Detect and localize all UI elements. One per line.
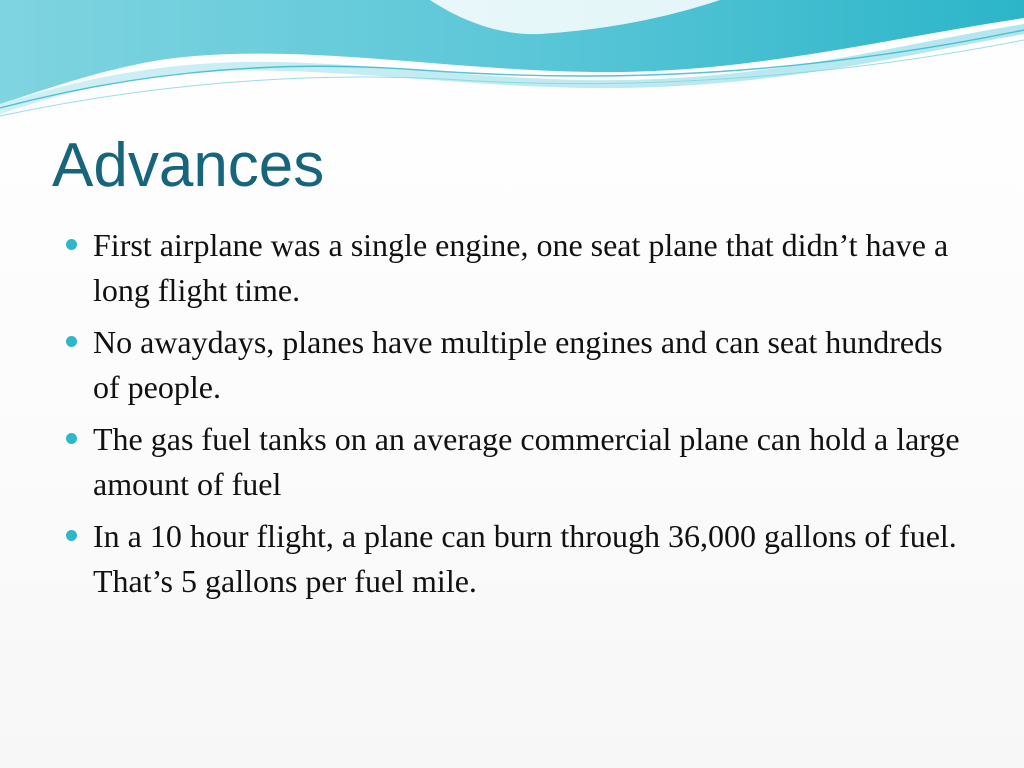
bullet-dot-icon: [66, 433, 77, 444]
bullet-dot-icon: [66, 530, 77, 541]
bullet-item: [64, 514, 964, 604]
bullet-text: No awaydays, planes have multiple engines and can seat hundreds of people.: [93, 324, 943, 405]
bullet-text: In a 10 hour flight, a plane can burn through 36,000 gallons of fuel. That’s 5 gallons per fuel mile.: [93, 518, 957, 599]
bullet-item: [64, 320, 964, 410]
bullet-text: First airplane was a single engine, one seat plane that didn’t have a long flight time.: [93, 227, 949, 308]
bullet-item: [64, 417, 964, 507]
bullet-list: [64, 223, 964, 611]
wave-header-decoration: [0, 0, 1024, 130]
slide-title: Advances: [52, 131, 325, 200]
bullet-dot-icon: [66, 239, 77, 250]
bullet-dot-icon: [66, 336, 77, 347]
bullet-text: The gas fuel tanks on an average commercial plane can hold a large amount of fuel: [93, 421, 960, 502]
bullet-item: [64, 223, 964, 313]
